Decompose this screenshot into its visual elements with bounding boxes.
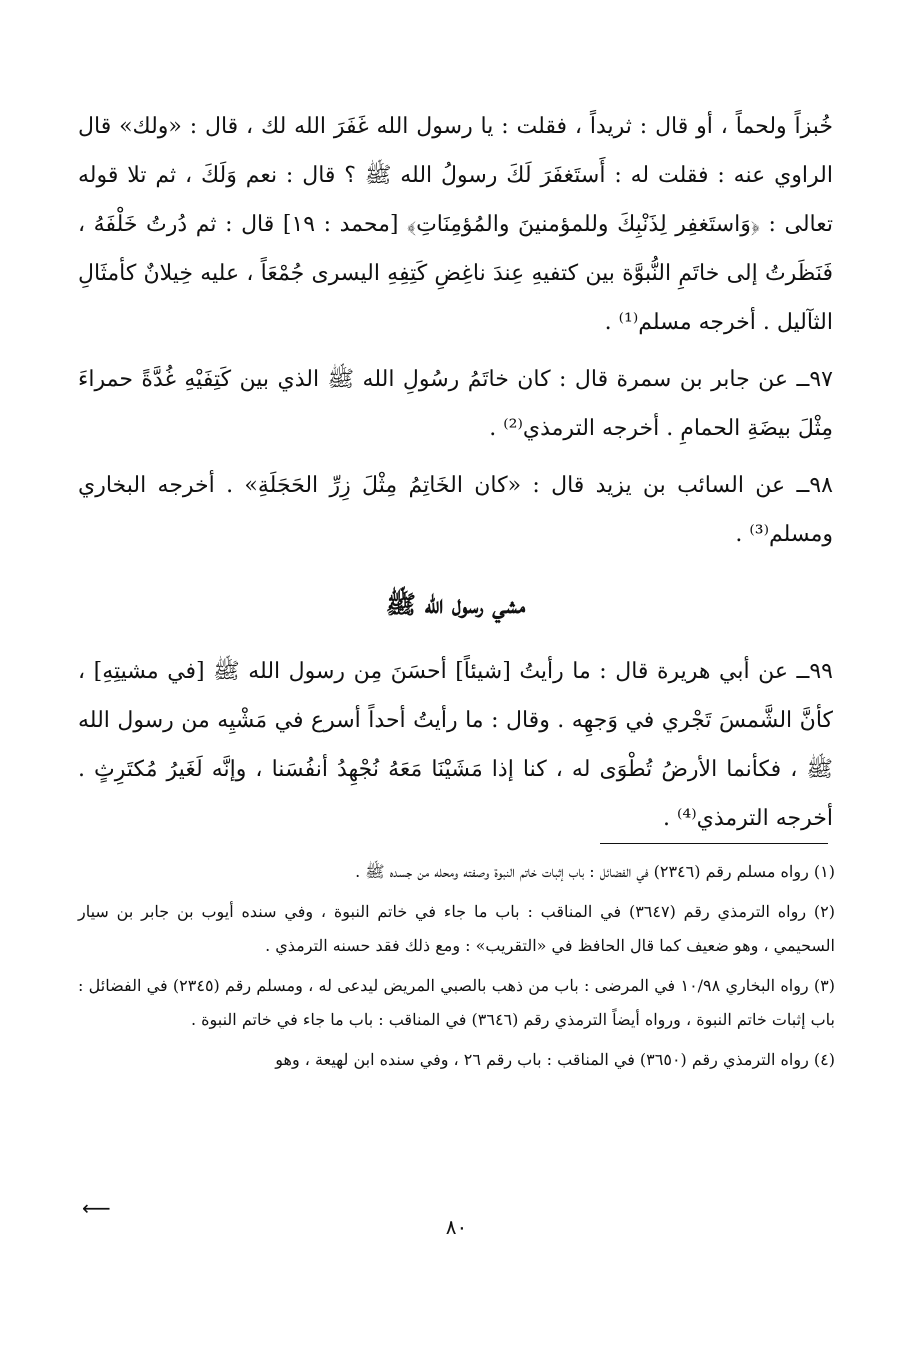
footnote-4: (٤) رواه الترمذي رقم (٣٦٥٠) في المناقب : باب رقم ٢٦ ، وفي سنده ابن لهيعة ، وهو	[275, 1050, 835, 1069]
paragraph-hadith-98: ٩٨ــ عن السائب بن يزيد قال : «كان الخَاتِمُ مِثْلَ زِرِّ الحَجَلَةِ» . أخرجه البخاري ومسلم⁽³⁾ .	[78, 473, 833, 547]
section-heading: مشي رسول الله ﷺ	[385, 590, 526, 619]
page-number: ٨٠	[445, 1215, 468, 1239]
paragraph-hadith-96-end: خُبزاً ولحماً ، أو قال : ثريداً ، فقلت : يا رسول الله غَفَرَ الله لك ، قال : «ولك» قال الراوي عنه : فقلت له : أَستَغفَرَ لَكَ رسولُ الله ﷺ ؟ قال : نعم وَلَكَ ، ثم تلا قوله تعالى : ﴿وَاستَغفِر لِذَنْبِكَ وللمؤمنينَ والمُؤمِنَاتِ﴾ [محمد : ١٩] قال : ثم دُرتُ خَلْفَهُ ، فَنَظَرتُ إلى خاتَمِ النُّبوَّة بين كتفيهِ عِندَ ناغِضِ كَتِفِهِ اليسرى جُمْعَاً ، عليه خِيلانٌ كأمثَالِ الثآليل . أخرجه مسلم⁽¹⁾ .	[78, 114, 833, 335]
footnote-1: (١) رواه مسلم رقم (٢٣٤٦) في الفضائل : باب إثبات خاتم النبوة وصفته ومحله من جسده ﷺ .	[355, 862, 835, 881]
main-text	[78, 102, 833, 843]
footnote-2: (٢) رواه الترمذي رقم (٣٦٤٧) في المناقب : باب ما جاء في خاتم النبوة ، وفي سنده أيوب بن جابر بن سيار السحيمي ، وهو ضعيف كما قال الحافظ في «التقريب» : ومع ذلك فقد حسنه الترمذي .	[78, 902, 835, 955]
footnotes	[78, 855, 835, 1077]
footnote-divider	[600, 843, 828, 844]
footnote-3: (٣) رواه البخاري ١٠/٩٨ في المرضى : باب من ذهب بالصبي المريض ليدعى له ، ومسلم رقم (٢٣٤٥) في الفضائل : باب إثبات خاتم النبوة ، ورواه أيضاً الترمذي رقم (٣٦٤٦) في المناقب : باب ما جاء في خاتم النبوة .	[78, 976, 836, 1029]
continuation-arrow-icon: ⟵	[82, 1196, 111, 1220]
paragraph-hadith-97: ٩٧ــ عن جابر بن سمرة قال : كان خاتَمُ رسُولِ الله ﷺ الذي بين كَتِفَيْهِ غُدَّةً حمراءَ مِثْلَ بيضَةِ الحمامِ . أخرجه الترمذي⁽²⁾ .	[78, 367, 833, 441]
paragraph-hadith-99: ٩٩ــ عن أبي هريرة قال : ما رأيتُ [شيئاً] أحسَنَ مِن رسول الله ﷺ [في مشيتِهِ] ، كأنَّ الشَّمسَ تَجْري في وَجهِه . وقال : ما رأيتُ أحداً أسرع في مَشْيِه من رسول الله ﷺ ، فكأنما الأرضُ تُطْوَى له ، كنا إذا مَشَيْنَا مَعَهُ نُجْهِدُ أنفُسَنا ، وإنَّه لَغَيرُ مُكتَرِثٍ . أخرجه الترمذي⁽⁴⁾ .	[78, 659, 833, 831]
